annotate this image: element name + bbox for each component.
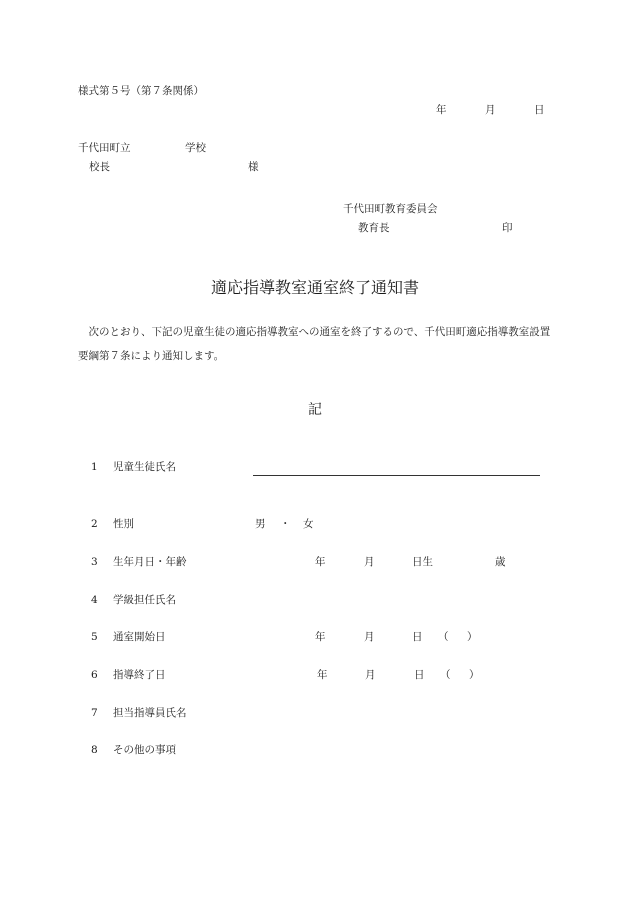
form-number-label: 様式第５号（第７条関係）	[78, 85, 204, 97]
student-name-line	[253, 475, 540, 476]
item-label-end-date: 指導終了日	[113, 669, 166, 681]
end-weekday-open-paren: （	[440, 669, 451, 681]
date-day-label: 日	[534, 104, 545, 116]
item-number: 5	[91, 631, 98, 643]
end-month-label: 月	[365, 669, 376, 681]
date-year-label: 年	[436, 104, 447, 116]
end-year-label: 年	[317, 669, 328, 681]
document-title: 適応指導教室通室終了通知書	[210, 278, 419, 297]
school-prefix: 千代田町立	[78, 142, 131, 154]
end-day-label: 日	[414, 669, 425, 681]
seal-label: 印	[502, 222, 513, 234]
birth-year-label: 年	[315, 556, 326, 568]
date-month-label: 月	[485, 104, 496, 116]
start-month-label: 月	[364, 631, 375, 643]
age-label: 歳	[495, 556, 506, 568]
birth-month-label: 月	[364, 556, 375, 568]
item-number: 7	[91, 707, 98, 719]
end-weekday-close-paren: ）	[469, 669, 480, 681]
item-label-gender: 性別	[113, 518, 134, 530]
item-number: 4	[91, 594, 98, 606]
item-number: 3	[91, 556, 98, 568]
item-number: 6	[91, 669, 98, 681]
item-label-student-name: 児童生徒氏名	[113, 461, 176, 473]
gender-male-option: 男	[255, 518, 266, 530]
item-number: 2	[91, 518, 98, 530]
school-suffix: 学校	[185, 142, 206, 154]
item-label-start-date: 通室開始日	[113, 631, 166, 643]
gender-female-option: 女	[303, 518, 314, 530]
item-number: 1	[91, 461, 98, 473]
start-year-label: 年	[315, 631, 326, 643]
item-label-instructor-name: 担当指導員氏名	[113, 707, 187, 719]
item-label-homeroom-teacher: 学級担任氏名	[113, 594, 176, 606]
body-paragraph: 次のとおり、下記の児童生徒の適応指導教室への通室を終了するので、千代田町適応指導教室設置要綱第７条により通知します。	[78, 326, 551, 362]
item-label-birthdate-age: 生年月日・年齢	[113, 556, 187, 568]
start-day-label: 日	[412, 631, 423, 643]
start-weekday-open-paren: （	[438, 631, 449, 643]
item-label-other-matters: その他の事項	[113, 744, 176, 756]
ki-heading: 記	[308, 402, 322, 418]
board-of-education: 千代田町教育委員会	[343, 203, 438, 215]
item-number: 8	[91, 744, 98, 756]
birth-day-label: 日生	[412, 556, 433, 568]
gender-separator: ・	[280, 518, 291, 530]
principal-label: 校長	[89, 161, 110, 173]
start-weekday-close-paren: ）	[467, 631, 478, 643]
honorific-label: 様	[248, 161, 259, 173]
superintendent-label: 教育長	[358, 222, 390, 234]
